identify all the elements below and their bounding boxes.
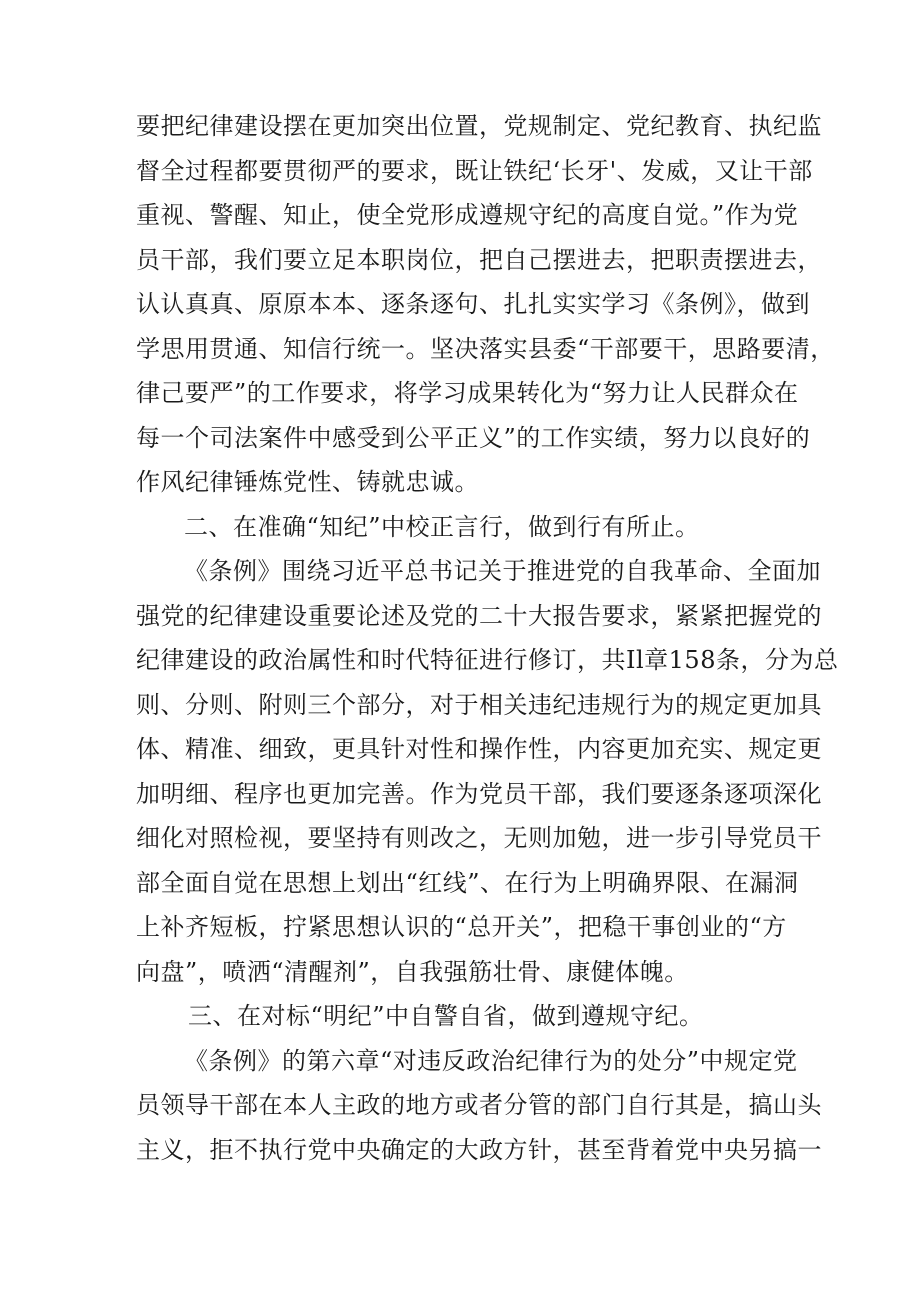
text-line: 主义，拒不执行党中央确定的大政方针，甚至背着党中央另搞一 xyxy=(136,1136,822,1164)
text-line: 律己要严”的工作要求，将学习成果转化为“努力让人民群众在 xyxy=(136,379,799,407)
text-line: 作风纪律锤炼党性、铸就忠诚。 xyxy=(136,468,479,496)
section-heading: 三、在对标“明纪”中自警自省，做到遵规守纪。 xyxy=(188,1002,704,1030)
text-line: 学思用贯通、知信行统一。坚决落实县委“干部要干，思路要清， xyxy=(136,335,835,363)
text-line: 体、精准、细致，更具针对性和操作性，内容更加充实、规定更 xyxy=(136,735,822,763)
text-line: 《条例》围绕习近平总书记关于推进党的自我革命、全面加 xyxy=(184,557,821,585)
text-line: 向盘”，喷洒“清醒剂”，自我强筋壮骨、康健体魄。 xyxy=(136,958,689,986)
text-line: 部全面自觉在思想上划出“红线”、在行为上明确界限、在漏洞 xyxy=(136,869,799,897)
text-line: 员干部，我们要立足本职岗位，把自己摆进去，把职责摆进去， xyxy=(136,246,822,274)
section-heading: 二、在准确“知纪”中校正言行，做到行有所止。 xyxy=(184,513,700,541)
text-line: 员领导干部在本人主政的地方或者分管的部门自行其是，搞山头 xyxy=(136,1091,822,1119)
text-line: 上补齐短板，拧紧思想认识的“总开关”，把稳干事创业的“方 xyxy=(136,913,787,941)
text-line: 《条例》的第六章“对违反政治纪律行为的处分”中规定党 xyxy=(184,1047,798,1075)
text-line: 要把纪律建设摆在更加突出位置，党规制定、党纪教育、执纪监 xyxy=(136,112,822,140)
text-line: 则、分则、附则三个部分，对于相关违纪违规行为的规定更加具 xyxy=(136,691,822,719)
text-line: 纪律建设的政治属性和时代特征进行修订，共Il章158条，分为总 xyxy=(136,646,839,674)
text-line: 重视、警醒、知止，使全党形成遵规守纪的高度自觉。”作为党 xyxy=(136,201,799,229)
text-line: 督全过程都要贯彻严的要求，既让铁纪‘长牙'、发威，又让干部 xyxy=(136,157,813,185)
text-line: 强党的纪律建设重要论述及党的二十大报告要求，紧紧把握党的 xyxy=(136,602,822,630)
text-line: 加明细、程序也更加完善。作为党员干部，我们要逐条逐项深化 xyxy=(136,780,822,808)
text-line: 每一个司法案件中感受到公平正义”的工作实绩，努力以良好的 xyxy=(136,424,811,452)
text-line: 认认真真、原原本本、逐条逐句、扎扎实实学习《条例》，做到 xyxy=(136,290,810,318)
text-line: 细化对照检视，要坚持有则改之，无则加勉，进一步引导党员干 xyxy=(136,824,822,852)
